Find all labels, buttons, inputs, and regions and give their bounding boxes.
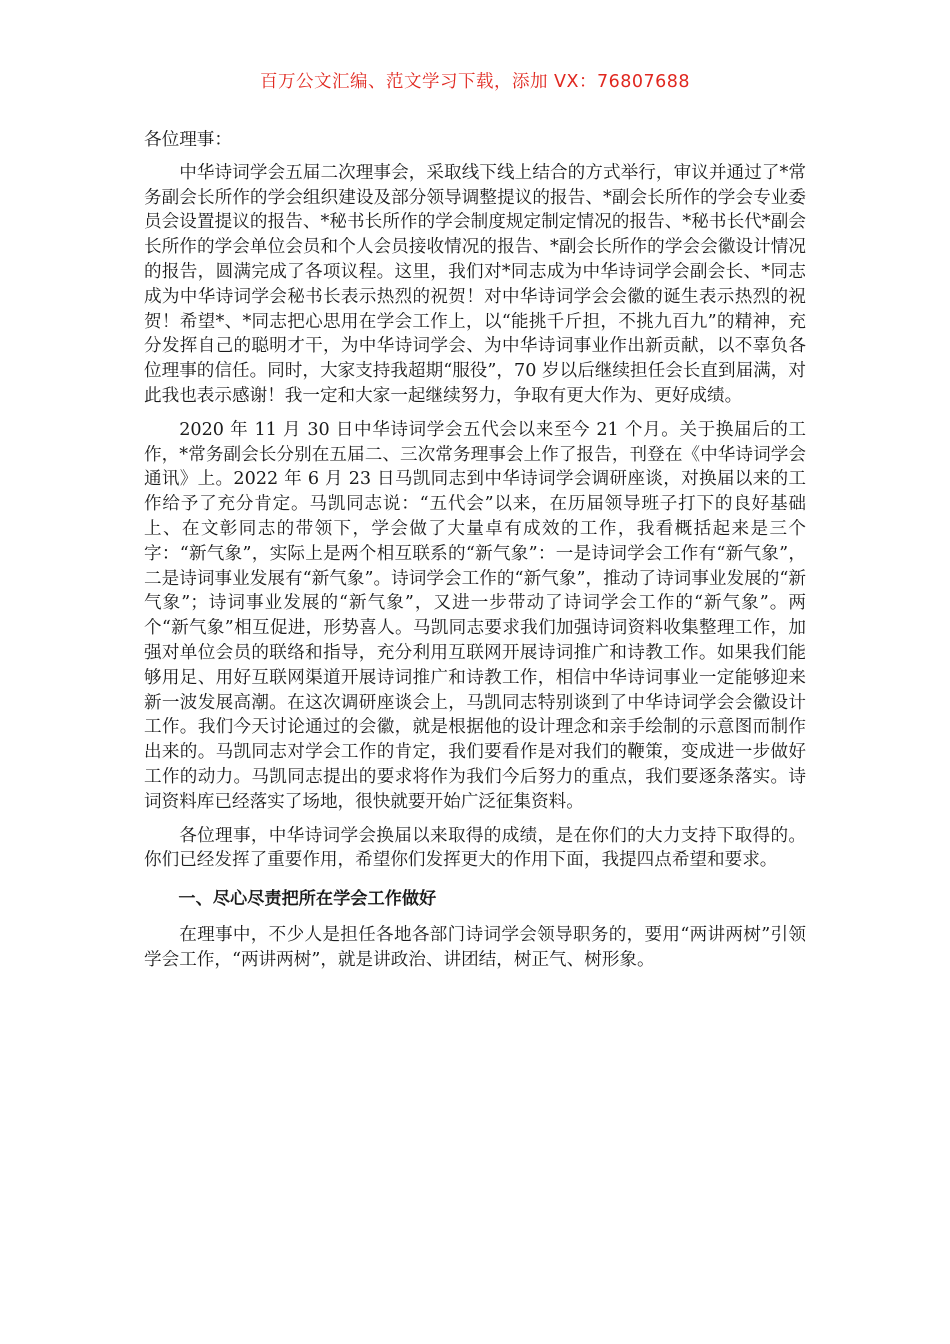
paragraph: 2020 年 11 月 30 日中华诗词学会五代会以来至今 21 个月。关于换届后的工作，*常务副会长分别在五届二、三次常务理事会上作了报告，刊登在《中华诗词学会通讯》上。2022 年 6 月 23 日马凯同志到中华诗词学会调研座谈，对换届以来的工作给予了充分肯定。马凯同志说：“五代会”以来，在历届领导班子打下的良好基础上、在文彰同志的带领下，学会做了大量卓有成效的工作，我看概括起来是三个字：“新气象”，实际上是两个相互联系的“新气象”：一是诗词学会工作有“新气象”，二是诗词事业发展有“新气象”。诗词学会工作的“新气象”，推动了诗词事业发展的“新气象”；诗词事业发展的“新气象”，又进一步带动了诗词学会工作的“新气象”。两个“新气象”相互促进，形势喜人。马凯同志要求我们加强诗词资料收集整理工作，加强对单位会员的联络和指导，充分利用互联网开展诗词推广和诗教工作。如果我们能够用足、用好互联网渠道开展诗词推广和诗教工作，相信中华诗词事业一定能够迎来新一波发展高潮。在这次调研座谈会上，马凯同志特别谈到了中华诗词学会会徽设计工作。我们今天讨论通过的会徽，就是根据他的设计理念和亲手绘制的示意图而制作出来的。马凯同志对学会工作的肯定，我们要看作是对我们的鞭策，变成进一步做好工作的动力。马凯同志提出的要求将作为我们今后努力的重点，我们要逐条落实。诗词资料库已经落实了场地，很快就要开始广泛征集资料。: [144, 419, 806, 812]
document-body: [144, 128, 806, 982]
section-heading: 一、尽心尽责把所在学会工作做好: [178, 889, 437, 910]
paragraph: 各位理事，中华诗词学会换届以来取得的成绩，是在你们的大力支持下取得的。你们已经发挥了重要作用，希望你们发挥更大的作用下面，我提四点希望和要求。: [144, 825, 806, 871]
paragraph: 中华诗词学会五届二次理事会，采取线下线上结合的方式举行，审议并通过了*常务副会长所作的学会组织建设及部分领导调整提议的报告、*副会长所作的学会专业委员会设置提议的报告、*秘书长所作的学会制度规定制定情况的报告、*秘书长代*副会长所作的学会单位会员和个人会员接收情况的报告、*副会长所作的学会会徽设计情况的报告，圆满完成了各项议程。这里，我们对*同志成为中华诗词学会副会长、*同志成为中华诗词学会秘书长表示热烈的祝贺！对中华诗词学会会徽的诞生表示热烈的祝贺！希望*、*同志把心思用在学会工作上，以“能挑千斤担，不挑九百九”的精神，充分发挥自己的聪明才干，为中华诗词学会、为中华诗词事业作出新贡献，以不辜负各位理事的信任。同时，大家支持我超期“服役”，70 岁以后继续担任会长直到届满，对此我也表示感谢！我一定和大家一起继续努力，争取有更大作为、更好成绩。: [144, 162, 806, 406]
watermark-banner: 百万公文汇编、范文学习下载，添加 VX：76807688: [259, 72, 691, 92]
paragraph: 在理事中，不少人是担任各地各部门诗词学会领导职务的，要用“两讲两树”引领学会工作，“两讲两树”，就是讲政治、讲团结，树正气、树形象。: [144, 924, 806, 970]
salutation: 各位理事：: [144, 130, 232, 150]
